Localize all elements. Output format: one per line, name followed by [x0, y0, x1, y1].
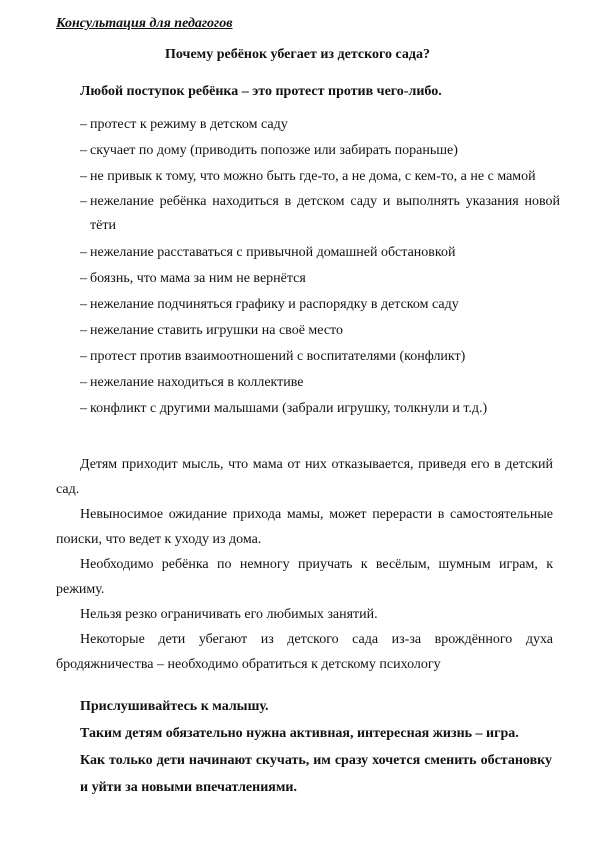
- list-item: [80, 112, 560, 138]
- dash-marker: –: [80, 194, 87, 209]
- list-item-text: боязнь, что мама за ним не вернётся: [90, 271, 306, 286]
- paragraph: Некоторые дети убегают из детского сада из-за врождённого духа бродяжничества – необходимо обратиться к детскому психологу: [56, 632, 553, 672]
- list-item-text: нежелание расставаться с привычной домашней обстановкой: [90, 245, 456, 260]
- list-item: [80, 396, 560, 422]
- list-item: [80, 370, 560, 396]
- list-item: [80, 190, 560, 238]
- list-item-text: протест против взаимоотношений с воспитателями (конфликт): [90, 349, 466, 364]
- list-item-text: нежелание ставить игрушки на своё место: [90, 323, 343, 338]
- advice-block: [80, 693, 552, 801]
- paragraph: Детям приходит мысль, что мама от них отказывается, приведя его в детский сад.: [56, 457, 553, 497]
- dash-marker: –: [80, 349, 87, 364]
- list-item-text: не привык к тому, что можно быть где-то, а не дома, с кем-то, а не с мамой: [90, 169, 536, 184]
- list-item-text: нежелание ребёнка находиться в детском саду и выполнять указания новой тёти: [90, 194, 560, 233]
- list-item-text: протест к режиму в детском саду: [90, 117, 288, 132]
- list-item-text: нежелание находиться в коллективе: [90, 375, 304, 390]
- dash-marker: –: [80, 323, 87, 338]
- dash-marker: –: [80, 297, 87, 312]
- body-paragraphs: [56, 452, 553, 677]
- list-item-text: нежелание подчиняться графику и распорядку в детском саду: [90, 297, 459, 312]
- document-title: Почему ребёнок убегает из детского сада?: [165, 47, 430, 62]
- list-item: [80, 138, 560, 164]
- lead-statement: Любой поступок ребёнка – это протест против чего-либо.: [80, 84, 442, 99]
- list-item: [80, 266, 560, 292]
- list-item-text: конфликт с другими малышами (забрали игрушку, толкнули и т.д.): [90, 401, 488, 416]
- advice-line: Как только дети начинают скучать, им сразу хочется сменить обстановку и уйти за новыми впечатлениями.: [80, 753, 552, 795]
- dash-marker: –: [80, 143, 87, 158]
- dash-marker: –: [80, 271, 87, 286]
- list-item-text: скучает по дому (приводить попозже или забирать пораньше): [90, 143, 458, 158]
- list-item: [80, 240, 560, 266]
- dash-marker: –: [80, 401, 87, 416]
- advice-line: Прислушивайтесь к малышу.: [80, 699, 269, 714]
- paragraph: Нельзя резко ограничивать его любимых занятий.: [80, 607, 378, 622]
- list-item: [80, 292, 560, 318]
- list-item: [80, 318, 560, 344]
- paragraph: Невыносимое ожидание прихода мамы, может перерасти в самостоятельные поиски, что ведет к уходу из дома.: [56, 507, 553, 547]
- dash-marker: –: [80, 169, 87, 184]
- list-item: [80, 344, 560, 370]
- advice-line: Таким детям обязательно нужна активная, интересная жизнь – игра.: [80, 726, 519, 741]
- list-item: [80, 164, 560, 190]
- paragraph: Необходимо ребёнка по немногу приучать к весёлым, шумным играм, к режиму.: [56, 557, 553, 597]
- document-header: Консультация для педагогов: [56, 16, 233, 31]
- dash-marker: –: [80, 117, 87, 132]
- dash-marker: –: [80, 375, 87, 390]
- reasons-list: [80, 112, 560, 422]
- dash-marker: –: [80, 245, 87, 260]
